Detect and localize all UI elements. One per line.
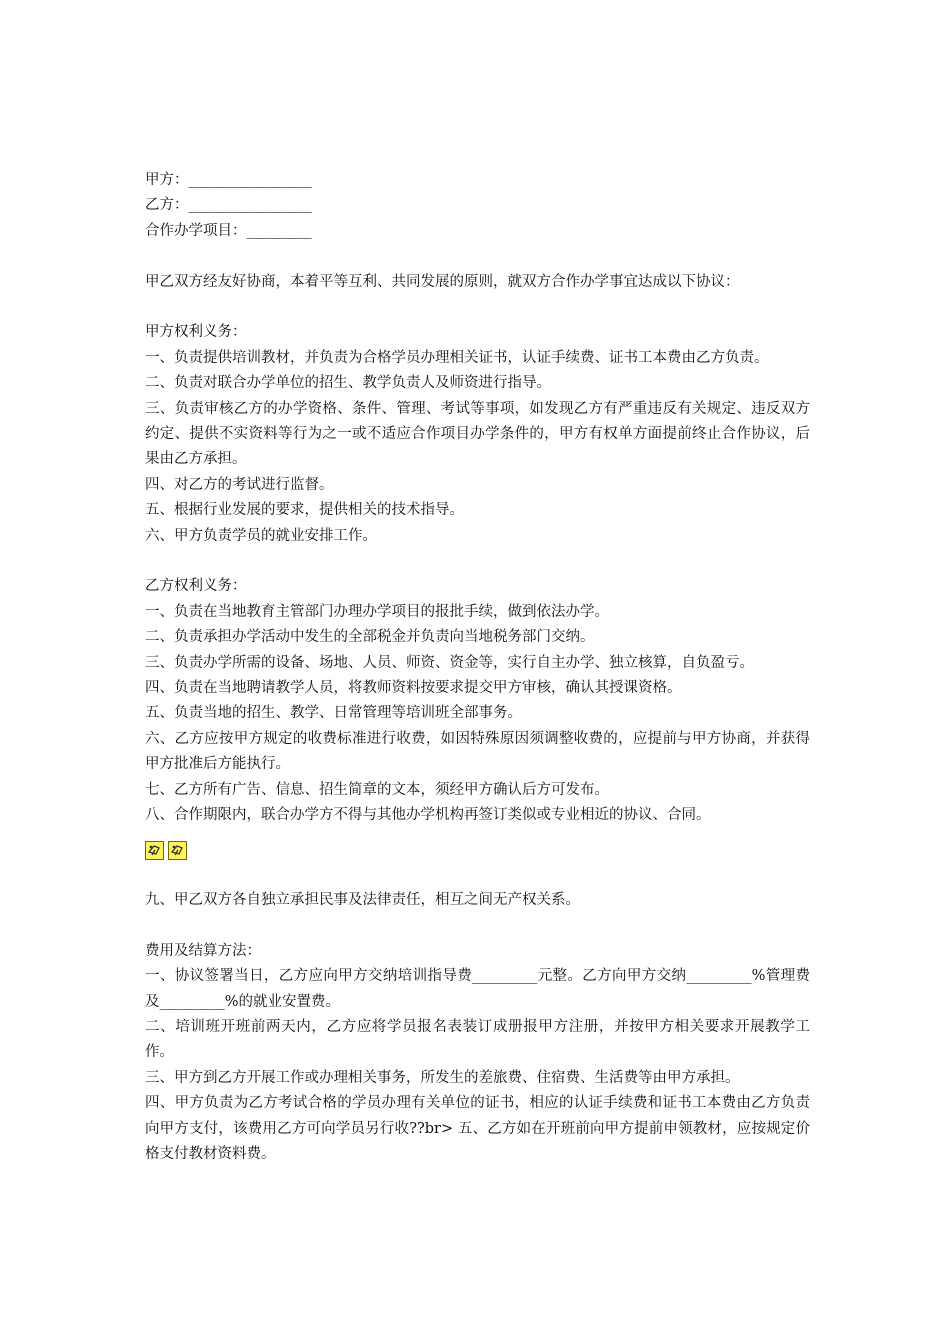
spacer — [145, 829, 810, 841]
party-b-item: 一、负责在当地教育主管部门办理办学项目的报批手续，做到依法办学。 — [145, 603, 609, 620]
party-a-item: 六、甲方负责学员的就业安排工作。 — [145, 527, 377, 544]
party-a-line: 甲方：_________________ — [145, 172, 312, 188]
party-a-item: 二、负责对联合办学单位的招生、教学负责人及师资进行指导。 — [145, 375, 551, 392]
spacer — [145, 295, 810, 320]
project-line: 合作办学项目：_________ — [145, 222, 312, 239]
party-a-item: 五、根据行业发展的要求，提供相关的技术指导。 — [145, 502, 464, 519]
fees-item: 二、培训班开班前两天内，乙方应将学员报名表装订成册报甲方注册，并按甲方相关要求开展教学工作。 — [145, 1018, 810, 1061]
party-a-section-title: 甲方权利义务： — [145, 324, 247, 341]
icon-row — [145, 841, 810, 863]
party-b-section-title: 乙方权利义务： — [145, 578, 247, 595]
fees-item: 一、协议签署当日，乙方应向甲方交纳培训指导费_________元整。乙方向甲方交纳_________%管理费及_________%的就业安置费。 — [145, 968, 810, 1010]
spacer — [145, 913, 810, 938]
party-b-item: 三、负责办学所需的设备、场地、人员、师资、资金等，实行自主办学、独立核算，自负盈亏。 — [145, 654, 754, 671]
party-b-item: 五、负责当地的招生、教学、日常管理等培训班全部事务。 — [145, 705, 522, 722]
spacer — [145, 863, 810, 888]
party-b-item: 六、乙方应按甲方规定的收费标准进行收费，如因特殊原因须调整收费的，应提前与甲方协商，并获得甲方批准后方能执行。 — [145, 730, 810, 773]
party-a-item: 一、负责提供培训教材，并负责为合格学员办理相关证书，认证手续费、证书工本费由乙方负责。 — [145, 349, 769, 366]
intro-paragraph: 甲乙双方经友好协商，本着平等互利、共同发展的原则，就双方合作办学事宜达成以下协议： — [145, 273, 740, 290]
item-nine: 九、甲乙双方各自独立承担民事及法律责任，相互之间无产权关系。 — [145, 891, 580, 908]
fees-section-title: 费用及结算方法： — [145, 942, 261, 959]
spacer — [145, 244, 810, 269]
broken-image-icon[interactable] — [168, 841, 187, 860]
fees-item: 三、甲方到乙方开展工作或办理相关事务，所发生的差旅费、住宿费、生活费等由甲方承担。 — [145, 1069, 740, 1086]
document-body — [145, 168, 810, 1167]
party-a-item: 四、对乙方的考试进行监督。 — [145, 476, 334, 493]
party-b-item: 七、乙方所有广告、信息、招生简章的文本，须经甲方确认后方可发布。 — [145, 781, 609, 798]
party-b-line: 乙方：_________________ — [145, 197, 312, 214]
spacer — [145, 549, 810, 574]
party-a-item: 三、负责审核乙方的办学资格、条件、管理、考试等事项，如发现乙方有严重违反有关规定、违反双方约定、提供不实资料等行为之一或不适应合作项目办学条件的，甲方有权单方面提前终止合作协议，后果由乙方承担。 — [145, 400, 810, 468]
fees-item: 四、甲方负责为乙方考试合格的学员办理有关单位的证书，相应的认证手续费和证书工本费由乙方负责向甲方支付，该费用乙方可向学员另行收??br> 五、乙方如在开班前向甲方提前申领教材，应按规定价格支付教材资料费。 — [145, 1095, 810, 1162]
party-b-item: 八、合作期限内，联合办学方不得与其他办学机构再签订类似或专业相近的协议、合同。 — [145, 807, 711, 824]
party-b-item: 二、负责承担办学活动中发生的全部税金并负责向当地税务部门交纳。 — [145, 629, 595, 646]
party-b-item: 四、负责在当地聘请教学人员，将教师资料按要求提交甲方审核，确认其授课资格。 — [145, 680, 682, 697]
broken-image-icon[interactable] — [145, 841, 164, 860]
